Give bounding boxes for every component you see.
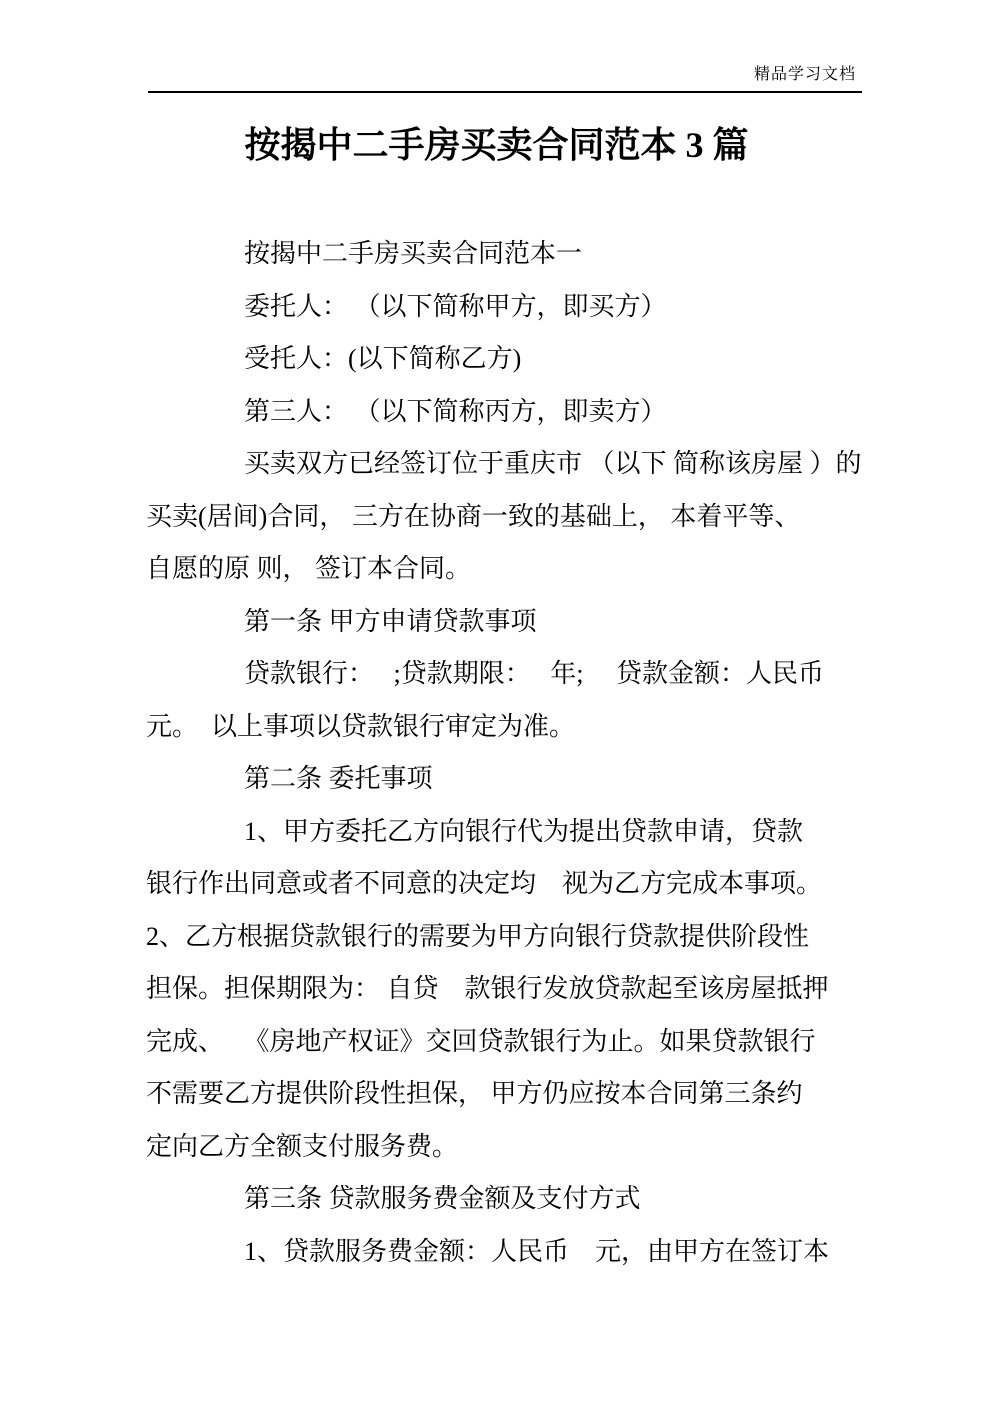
text-line: 2、乙方根据贷款银行的需要为甲方向银行贷款提供阶段性 [146, 921, 810, 951]
text-line: 第一条 甲方申请贷款事项 [244, 606, 537, 636]
document-title: 按揭中二手房买卖合同范本 3 篇 [244, 125, 749, 165]
text-line: 1、贷款服务费金额：人民币 元，由甲方在签订本 [244, 1236, 830, 1266]
text-line: 第二条 委托事项 [244, 764, 433, 793]
text-line: 自愿的原 则， 签订本合同。 [146, 554, 472, 583]
text-line: 完成、 《房地产权证》交回贷款银行为止。如果贷款银行 [146, 1026, 816, 1056]
text-line: 银行作出同意或者不同意的决定均 视为乙方完成本事项。 [146, 869, 823, 898]
header-rule-divider [148, 91, 862, 93]
text-line: 买卖(居间)合同， 三方在协商一致的基础上， 本着平等、 [146, 501, 801, 531]
text-line: 买卖双方已经签订位于重庆市 （以下 简称该房屋 ）的 [244, 449, 862, 478]
text-line: 定向乙方全额支付服务费。 [146, 1131, 459, 1161]
text-line: 按揭中二手房买卖合同范本一 [244, 239, 583, 268]
text-line: 不需要乙方提供阶段性担保， 甲方仍应按本合同第三条约 [146, 1079, 803, 1108]
text-line: 第三条 贷款服务费金额及支付方式 [244, 1184, 641, 1213]
header-watermark: 精品学习文档 [753, 66, 856, 83]
text-line: 元。 以上事项以贷款银行审定为准。 [146, 711, 576, 741]
text-line: 受托人：(以下简称乙方) [244, 344, 522, 373]
text-line: 委托人： （以下简称甲方，即买方） [244, 291, 667, 321]
text-line: 贷款银行： ;贷款期限： 年; 贷款金额：人民币 [244, 659, 824, 688]
text-line: 担保。担保期限为： 自贷 款银行发放贷款起至该房屋抵押 [146, 974, 829, 1003]
text-line: 第三人： （以下简称丙方，即卖方） [244, 396, 667, 426]
text-line: 1、甲方委托乙方向银行代为提出贷款申请，贷款 [244, 816, 804, 846]
document-body [146, 228, 936, 1278]
